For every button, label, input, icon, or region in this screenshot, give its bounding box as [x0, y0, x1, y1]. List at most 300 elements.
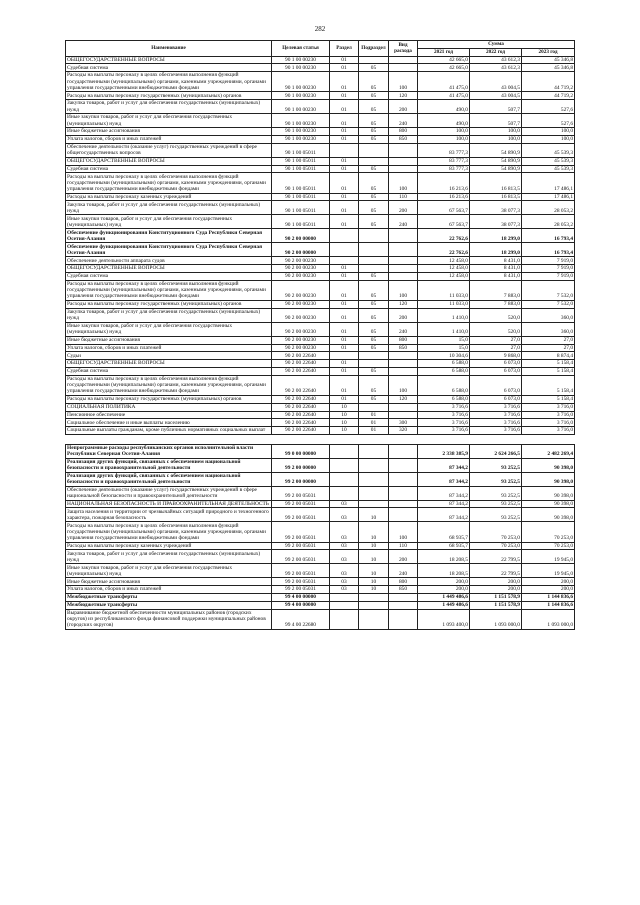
cell-2021: 87 344,2	[418, 486, 470, 500]
cell-2022: 43 004,5	[470, 72, 522, 92]
cell-2023: 19 945,0	[522, 564, 575, 578]
cell-target: 99 4 00 00000	[272, 593, 330, 601]
cell-target: 90 2 00 22640	[272, 403, 330, 411]
table-row	[66, 300, 575, 308]
cell-subsection	[359, 609, 389, 629]
cell-name: Выравнивание бюджетной обеспеченности муниципальных районов (городских округов) из республиканского фонда финансовой поддержки муниципальных районов (городских округов)	[66, 609, 272, 629]
table-row	[66, 173, 575, 193]
cell-2022: 507,7	[470, 100, 522, 114]
cell-expense-type: 200	[389, 201, 418, 215]
cell-2023: 5 158,4	[522, 395, 575, 403]
cell-expense-type	[389, 609, 418, 629]
cell-2021: 100,0	[418, 135, 470, 143]
cell-expense-type	[389, 352, 418, 360]
cell-target: 90 2 00 00230	[272, 344, 330, 352]
cell-section	[330, 609, 359, 629]
cell-name: Расходы на выплаты персоналу казенных учреждений	[66, 542, 272, 550]
cell-section	[330, 593, 359, 601]
table-row	[66, 193, 575, 201]
cell-section	[330, 458, 359, 472]
cell-section: 01	[330, 193, 359, 201]
cell-2023: 3 716,0	[522, 427, 575, 435]
cell-2022: 9 868,0	[470, 352, 522, 360]
cell-subsection: 05	[359, 72, 389, 92]
cell-2023: 44 719,2	[522, 92, 575, 100]
table-row	[66, 367, 575, 375]
cell-name: ОБЩЕГОСУДАРСТВЕННЫЕ ВОПРОСЫ	[66, 56, 272, 64]
table-row	[66, 280, 575, 300]
cell-2021: 10 304,6	[418, 352, 470, 360]
table-row	[66, 586, 575, 594]
cell-section: 01	[330, 100, 359, 114]
cell-section: 01	[330, 56, 359, 64]
cell-2023: 2 482 269,4	[522, 444, 575, 458]
table-row	[66, 72, 575, 92]
cell-2021: 83 777,3	[418, 165, 470, 173]
cell-subsection	[359, 157, 389, 165]
cell-name: Иные бюджетные ассигнования	[66, 336, 272, 344]
cell-2023: 8 874,4	[522, 352, 575, 360]
cell-expense-type	[389, 472, 418, 486]
cell-2021: 42 665,0	[418, 64, 470, 72]
cell-2022: 6 073,0	[470, 395, 522, 403]
cell-subsection: 05	[359, 114, 389, 128]
cell-2023: 45 539,3	[522, 143, 575, 157]
cell-target: 99 2 00 05031	[272, 486, 330, 500]
cell-2023: 7 532,0	[522, 280, 575, 300]
cell-2022: 38 077,3	[470, 201, 522, 215]
table-row	[66, 143, 575, 157]
cell-name: НАЦИОНАЛЬНАЯ БЕЗОПАСНОСТЬ И ПРАВООХРАНИТЕЛЬНАЯ ДЕЯТЕЛЬНОСТЬ	[66, 500, 272, 508]
cell-2021: 6 588,0	[418, 375, 470, 395]
cell-name: Уплата налогов, сборов и иных платежей	[66, 344, 272, 352]
cell-subsection: 05	[359, 395, 389, 403]
cell-2021: 42 665,0	[418, 56, 470, 64]
cell-section: 03	[330, 542, 359, 550]
cell-expense-type: 200	[389, 100, 418, 114]
cell-2023: 527,6	[522, 114, 575, 128]
cell-expense-type: 320	[389, 427, 418, 435]
cell-section	[330, 243, 359, 257]
cell-subsection	[359, 143, 389, 157]
cell-name: Межбюджетные трансферты	[66, 601, 272, 609]
table-row	[66, 336, 575, 344]
cell-2023: 45 539,3	[522, 165, 575, 173]
table-row	[66, 427, 575, 435]
cell-2021: 41 475,0	[418, 92, 470, 100]
cell-2023: 7 919,0	[522, 257, 575, 265]
cell-name: Иные закупки товаров, работ и услуг для обеспечения государственных (муниципальных) нужд	[66, 114, 272, 128]
cell-2022: 6 073,0	[470, 375, 522, 395]
cell-2023: 1 144 836,6	[522, 601, 575, 609]
cell-2023: 100,0	[522, 135, 575, 143]
cell-section	[330, 229, 359, 243]
cell-subsection: 01	[359, 427, 389, 435]
cell-2023: 17 486,1	[522, 173, 575, 193]
cell-target: 99 2 00 05031	[272, 550, 330, 564]
cell-name: Расходы на выплаты персоналу в целях обеспечения выполнения функций государственными (муниципальными) органами, казенными учреждениями, органами управления государственными внебюджетными фондами	[66, 280, 272, 300]
cell-2023: 90 398,0	[522, 458, 575, 472]
cell-subsection: 05	[359, 193, 389, 201]
cell-name: Закупка товаров, работ и услуг для обеспечения государственных (муниципальных) нужд	[66, 201, 272, 215]
cell-expense-type: 800	[389, 128, 418, 136]
cell-name: Расходы на выплаты персоналу государственных (муниципальных) органов	[66, 92, 272, 100]
cell-expense-type: 300	[389, 419, 418, 427]
cell-2022: 7 883,0	[470, 300, 522, 308]
header-year-2023: 2023 год	[522, 48, 575, 56]
cell-subsection	[359, 472, 389, 486]
cell-section: 01	[330, 215, 359, 229]
cell-section: 03	[330, 564, 359, 578]
cell-2023: 3 716,0	[522, 419, 575, 427]
cell-expense-type	[389, 444, 418, 458]
cell-2023: 90 398,0	[522, 508, 575, 522]
cell-name: Закупка товаров, работ и услуг для обеспечения государственных (муниципальных) нужд	[66, 550, 272, 564]
cell-section	[330, 257, 359, 265]
cell-target: 90 2 00 00230	[272, 308, 330, 322]
cell-target: 99 2 00 05031	[272, 508, 330, 522]
cell-section: 01	[330, 272, 359, 280]
table-row	[66, 578, 575, 586]
table-row	[66, 419, 575, 427]
cell-name: Иные закупки товаров, работ и услуг для обеспечения государственных (муниципальных) нужд	[66, 215, 272, 229]
cell-2022: 43 612,3	[470, 56, 522, 64]
table-row	[66, 609, 575, 629]
cell-target: 90 1 00 00230	[272, 64, 330, 72]
cell-2022: 54 890,9	[470, 157, 522, 165]
cell-expense-type	[389, 157, 418, 165]
cell-subsection: 05	[359, 280, 389, 300]
cell-2023: 70 253,0	[522, 542, 575, 550]
cell-2021: 87 344,2	[418, 500, 470, 508]
cell-section: 01	[330, 135, 359, 143]
cell-2022: 3 716,6	[470, 419, 522, 427]
cell-subsection: 05	[359, 100, 389, 114]
cell-2023: 45 346,8	[522, 56, 575, 64]
cell-section: 03	[330, 500, 359, 508]
cell-target: 90 1 00 00230	[272, 72, 330, 92]
cell-2023: 1 144 836,6	[522, 593, 575, 601]
table-row	[66, 411, 575, 419]
cell-2023: 3 716,0	[522, 411, 575, 419]
table-row	[66, 322, 575, 336]
cell-target: 90 2 00 00000	[272, 243, 330, 257]
cell-2021: 490,0	[418, 100, 470, 114]
cell-subsection	[359, 444, 389, 458]
cell-section: 01	[330, 395, 359, 403]
cell-expense-type	[389, 403, 418, 411]
cell-2021: 16 213,6	[418, 193, 470, 201]
cell-section: 01	[330, 300, 359, 308]
cell-target: 90 2 00 00230	[272, 336, 330, 344]
cell-2022: 93 252,5	[470, 500, 522, 508]
budget-table	[65, 40, 575, 630]
cell-expense-type: 200	[389, 308, 418, 322]
cell-section: 01	[330, 92, 359, 100]
cell-expense-type: 120	[389, 300, 418, 308]
cell-name: Расходы на выплаты персоналу в целях обеспечения выполнения функций государственными (муниципальными) органами, казенными учреждениями, органами управления государственными внебюджетными фондами	[66, 375, 272, 395]
table-row	[66, 593, 575, 601]
cell-subsection	[359, 486, 389, 500]
cell-2023: 100,0	[522, 128, 575, 136]
cell-2022: 16 813,5	[470, 173, 522, 193]
cell-expense-type: 800	[389, 578, 418, 586]
cell-name: Судебная система	[66, 367, 272, 375]
table-row	[66, 486, 575, 500]
cell-section	[330, 472, 359, 486]
cell-2021: 1 093 400,0	[418, 609, 470, 629]
cell-section	[330, 601, 359, 609]
cell-target: 99 2 00 05031	[272, 564, 330, 578]
cell-section: 03	[330, 550, 359, 564]
cell-subsection: 10	[359, 542, 389, 550]
cell-2022: 100,0	[470, 128, 522, 136]
cell-2022: 1 151 578,9	[470, 601, 522, 609]
cell-name: Расходы на выплаты персоналу казенных учреждений	[66, 193, 272, 201]
cell-subsection: 10	[359, 522, 389, 542]
cell-2023: 360,0	[522, 322, 575, 336]
cell-target: 99 4 00 22680	[272, 609, 330, 629]
cell-section: 10	[330, 419, 359, 427]
cell-2022: 27,0	[470, 344, 522, 352]
cell-subsection: 05	[359, 173, 389, 193]
cell-name: Расходы на выплаты персоналу в целях обеспечения выполнения функций государственными (муниципальными) органами, казенными учреждениями, органами управления государственными внебюджетными фондами	[66, 72, 272, 92]
table-row	[66, 165, 575, 173]
cell-name: Иные закупки товаров, работ и услуг для обеспечения государственных (муниципальных) нужд	[66, 322, 272, 336]
cell-name: Закупка товаров, работ и услуг для обеспечения государственных (муниципальных) нужд	[66, 100, 272, 114]
cell-target: 90 1 00 05011	[272, 215, 330, 229]
cell-expense-type	[389, 257, 418, 265]
cell-target: 90 2 00 22640	[272, 419, 330, 427]
cell-2023: 27,0	[522, 344, 575, 352]
cell-2022: 93 252,5	[470, 472, 522, 486]
cell-2022: 93 252,5	[470, 508, 522, 522]
cell-2022: 1 151 578,9	[470, 593, 522, 601]
table-row	[66, 395, 575, 403]
cell-name: Уплата налогов, сборов и иных платежей	[66, 135, 272, 143]
cell-target: 90 1 00 05011	[272, 165, 330, 173]
table-row	[66, 229, 575, 243]
table-row	[66, 265, 575, 273]
cell-2022: 6 073,0	[470, 360, 522, 368]
cell-2022: 8 431,0	[470, 272, 522, 280]
cell-target: 90 2 00 00230	[272, 257, 330, 265]
table-row	[66, 257, 575, 265]
table-row	[66, 215, 575, 229]
header-target: Целевая статья	[272, 41, 330, 57]
cell-subsection: 05	[359, 300, 389, 308]
cell-subsection: 10	[359, 564, 389, 578]
cell-expense-type: 240	[389, 322, 418, 336]
cell-target: 99 2 00 05031	[272, 586, 330, 594]
cell-expense-type: 100	[389, 173, 418, 193]
cell-target: 99 2 00 05031	[272, 500, 330, 508]
cell-2022: 200,0	[470, 578, 522, 586]
cell-subsection: 10	[359, 586, 389, 594]
cell-section: 03	[330, 508, 359, 522]
table-row	[66, 550, 575, 564]
cell-2021: 68 935,7	[418, 542, 470, 550]
cell-2021: 87 344,2	[418, 458, 470, 472]
cell-section: 01	[330, 375, 359, 395]
cell-subsection: 05	[359, 215, 389, 229]
cell-expense-type: 120	[389, 92, 418, 100]
cell-subsection: 05	[359, 201, 389, 215]
cell-subsection	[359, 265, 389, 273]
cell-subsection	[359, 403, 389, 411]
cell-name: Обеспечение деятельности (оказание услуг) государственных учреждений в сфере общегосударственных вопросов	[66, 143, 272, 157]
table-row	[66, 243, 575, 257]
cell-2021: 41 475,0	[418, 72, 470, 92]
cell-section: 01	[330, 157, 359, 165]
cell-2022: 507,7	[470, 114, 522, 128]
cell-expense-type	[389, 500, 418, 508]
cell-expense-type	[389, 601, 418, 609]
table-row	[66, 100, 575, 114]
cell-target: 99 2 00 00000	[272, 472, 330, 486]
cell-2021: 12 458,0	[418, 257, 470, 265]
cell-section: 01	[330, 64, 359, 72]
cell-target: 90 2 00 00230	[272, 272, 330, 280]
cell-subsection	[359, 352, 389, 360]
cell-name: Судьи	[66, 352, 272, 360]
cell-2021: 6 588,0	[418, 367, 470, 375]
cell-2023: 27,0	[522, 336, 575, 344]
table-row	[66, 500, 575, 508]
cell-2021: 67 563,7	[418, 201, 470, 215]
cell-2021: 18 208,5	[418, 564, 470, 578]
cell-subsection	[359, 243, 389, 257]
cell-2021: 3 716,6	[418, 411, 470, 419]
cell-name: Обеспечение функционирования Конституционного Суда Республики Северная Осетия-Алания	[66, 243, 272, 257]
cell-expense-type	[389, 165, 418, 173]
cell-name: Судебная система	[66, 64, 272, 72]
cell-subsection: 05	[359, 367, 389, 375]
cell-expense-type: 110	[389, 542, 418, 550]
cell-target: 99 2 00 05031	[272, 522, 330, 542]
cell-subsection: 05	[359, 344, 389, 352]
cell-2023: 7 919,0	[522, 265, 575, 273]
cell-name: Иные бюджетные ассигнования	[66, 578, 272, 586]
cell-name: Социальные выплаты гражданам, кроме публичных нормативных социальных выплат	[66, 427, 272, 435]
cell-name: ОБЩЕГОСУДАРСТВЕННЫЕ ВОПРОСЫ	[66, 360, 272, 368]
cell-2021: 490,0	[418, 114, 470, 128]
cell-target: 90 2 00 00230	[272, 280, 330, 300]
table-row	[66, 344, 575, 352]
cell-expense-type	[389, 243, 418, 257]
cell-subsection: 05	[359, 165, 389, 173]
cell-subsection	[359, 593, 389, 601]
cell-expense-type: 240	[389, 114, 418, 128]
cell-2023: 5 158,4	[522, 375, 575, 395]
cell-subsection: 05	[359, 92, 389, 100]
cell-name: ОБЩЕГОСУДАРСТВЕННЫЕ ВОПРОСЫ	[66, 265, 272, 273]
cell-2022: 8 431,0	[470, 257, 522, 265]
cell-section: 10	[330, 403, 359, 411]
cell-subsection	[359, 500, 389, 508]
table-row	[66, 508, 575, 522]
cell-2021: 83 777,3	[418, 143, 470, 157]
cell-target: 90 2 00 00230	[272, 322, 330, 336]
cell-name: Защита населения и территории от чрезвычайных ситуаций природного и техногенного характера, пожарная безопасность	[66, 508, 272, 522]
cell-target: 90 2 00 22640	[272, 352, 330, 360]
cell-2022: 70 253,0	[470, 542, 522, 550]
cell-subsection	[359, 360, 389, 368]
cell-2021: 87 344,2	[418, 508, 470, 522]
header-sum: Сумма	[418, 41, 575, 49]
cell-2023: 45 539,3	[522, 157, 575, 165]
cell-2023: 90 398,0	[522, 500, 575, 508]
cell-section: 01	[330, 165, 359, 173]
cell-section: 01	[330, 72, 359, 92]
cell-section	[330, 444, 359, 458]
cell-2021: 1 410,0	[418, 308, 470, 322]
table-row	[66, 114, 575, 128]
cell-target: 99 4 00 00000	[272, 601, 330, 609]
table-row	[66, 56, 575, 64]
table-row	[66, 201, 575, 215]
cell-expense-type	[389, 56, 418, 64]
cell-section: 01	[330, 360, 359, 368]
cell-subsection: 05	[359, 64, 389, 72]
table-row	[66, 542, 575, 550]
cell-section: 03	[330, 578, 359, 586]
cell-2022: 3 716,6	[470, 427, 522, 435]
cell-2022: 22 799,5	[470, 550, 522, 564]
cell-2022: 520,0	[470, 308, 522, 322]
cell-2022: 27,0	[470, 336, 522, 344]
table-row	[66, 444, 575, 458]
cell-section	[330, 486, 359, 500]
cell-subsection: 05	[359, 272, 389, 280]
cell-name: Судебная система	[66, 272, 272, 280]
cell-target: 99 2 00 00000	[272, 458, 330, 472]
cell-section: 01	[330, 265, 359, 273]
cell-section: 01	[330, 201, 359, 215]
cell-expense-type: 850	[389, 135, 418, 143]
cell-2023: 1 093 000,0	[522, 609, 575, 629]
cell-target: 90 2 00 00230	[272, 265, 330, 273]
cell-subsection: 10	[359, 578, 389, 586]
cell-section: 10	[330, 411, 359, 419]
cell-expense-type	[389, 458, 418, 472]
header-year-2022: 2022 год	[470, 48, 522, 56]
cell-2021: 67 563,7	[418, 215, 470, 229]
cell-2021: 12 458,0	[418, 272, 470, 280]
cell-2021: 200,0	[418, 586, 470, 594]
cell-target: 90 2 00 22640	[272, 411, 330, 419]
cell-2023: 16 793,4	[522, 229, 575, 243]
cell-target: 90 1 00 05011	[272, 193, 330, 201]
table-row	[66, 64, 575, 72]
cell-name: Пенсионное обеспечение	[66, 411, 272, 419]
cell-2022: 8 431,0	[470, 265, 522, 273]
cell-2023: 3 716,0	[522, 403, 575, 411]
table-row	[66, 458, 575, 472]
cell-subsection: 05	[359, 128, 389, 136]
cell-subsection	[359, 458, 389, 472]
cell-2022: 3 716,6	[470, 411, 522, 419]
cell-name: Непрограммные расходы республиканских органов исполнительной власти Республики Северная Осетия-Алания	[66, 444, 272, 458]
cell-expense-type: 850	[389, 586, 418, 594]
cell-2022: 54 890,9	[470, 143, 522, 157]
table-body	[66, 56, 575, 629]
cell-2023: 19 945,0	[522, 550, 575, 564]
cell-2023: 28 053,2	[522, 201, 575, 215]
cell-2021: 22 762,6	[418, 243, 470, 257]
cell-section: 01	[330, 308, 359, 322]
cell-section: 01	[330, 367, 359, 375]
